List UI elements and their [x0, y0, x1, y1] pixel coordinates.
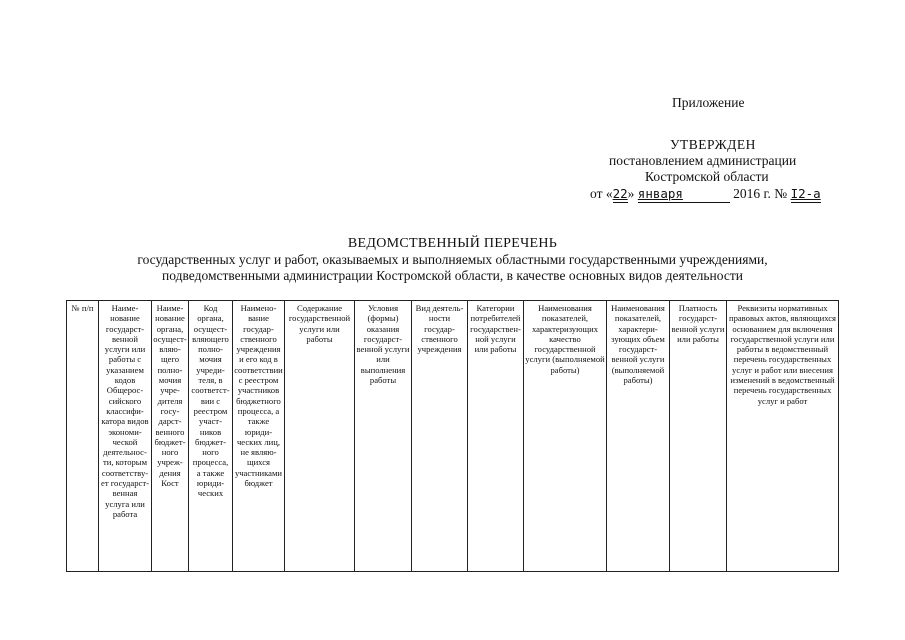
- decree-date-line: [590, 186, 821, 203]
- column-header: № п/п: [67, 301, 99, 572]
- document-subtitle-line-1: государственных услуг и работ, оказываемых и выполняемых областными государственными учреждениями,: [137, 252, 768, 267]
- column-header: Наименование органа, осуществляющего полномочия учредителя государственного бюджетного учреждения Кост: [152, 301, 189, 572]
- column-header: Наименование государственного учреждения и его код в соответствии с реестром участников бюджетного процесса, а также юридических лиц, не являющихся участниками бюджет: [233, 301, 285, 572]
- date-month: января: [638, 186, 730, 203]
- column-header: Категории потребителей государственной услуги или работы: [468, 301, 524, 572]
- decree-number: I2-а: [790, 186, 821, 201]
- column-header: Условия (формы) оказания государственной услуги или выполнения работы: [355, 301, 412, 572]
- date-prefix: от «: [590, 186, 613, 201]
- column-header: Платность государственной услуги или работы: [670, 301, 727, 572]
- approved-by-line-1: постановлением администрации: [609, 153, 797, 168]
- column-header: Наименования показателей, характеризующих объем государственной услуги (выполняемой работы): [607, 301, 670, 572]
- column-header: Наименование государственной услуги или работы с указанием кодов Общероссийского классификатора видов экономической деятельности, которым соответствует государственная услуга или работа: [99, 301, 152, 572]
- document-title: ВЕДОМСТВЕННЫЙ ПЕРЕЧЕНЬ: [347, 236, 558, 251]
- services-table: [66, 300, 838, 572]
- table-header-row: [67, 301, 839, 572]
- column-header: Содержание государственной услуги или работы: [285, 301, 355, 572]
- column-header: Наименования показателей, характеризующих качество государственной услуги (выполняемой работы): [524, 301, 607, 572]
- column-header: Вид деятельности государственного учреждения: [412, 301, 468, 572]
- date-day: 22: [612, 186, 628, 201]
- column-header: Код органа, осуществляющего полномочия учредителя, в соответствии с реестром участников бюджетного процесса, а также юридических: [189, 301, 233, 572]
- approved-by-line-2: Костромской области: [645, 169, 769, 184]
- appendix-label: Приложение: [672, 95, 745, 110]
- document-subtitle-line-2: подведомственными администрации Костромской области, в качестве основных видов деятельности: [162, 268, 743, 283]
- approved-heading: УТВЕРЖДЕН: [670, 137, 756, 152]
- column-header: Реквизиты нормативных правовых актов, являющихся основанием для включения государственной услуги или работы в ведомственный перечень государственных услуг и работ или внесения изменений в ведомственный перечень государственных услуг и работ: [727, 301, 839, 572]
- date-year: 2016 г. №: [733, 186, 788, 201]
- date-mid: »: [627, 186, 635, 201]
